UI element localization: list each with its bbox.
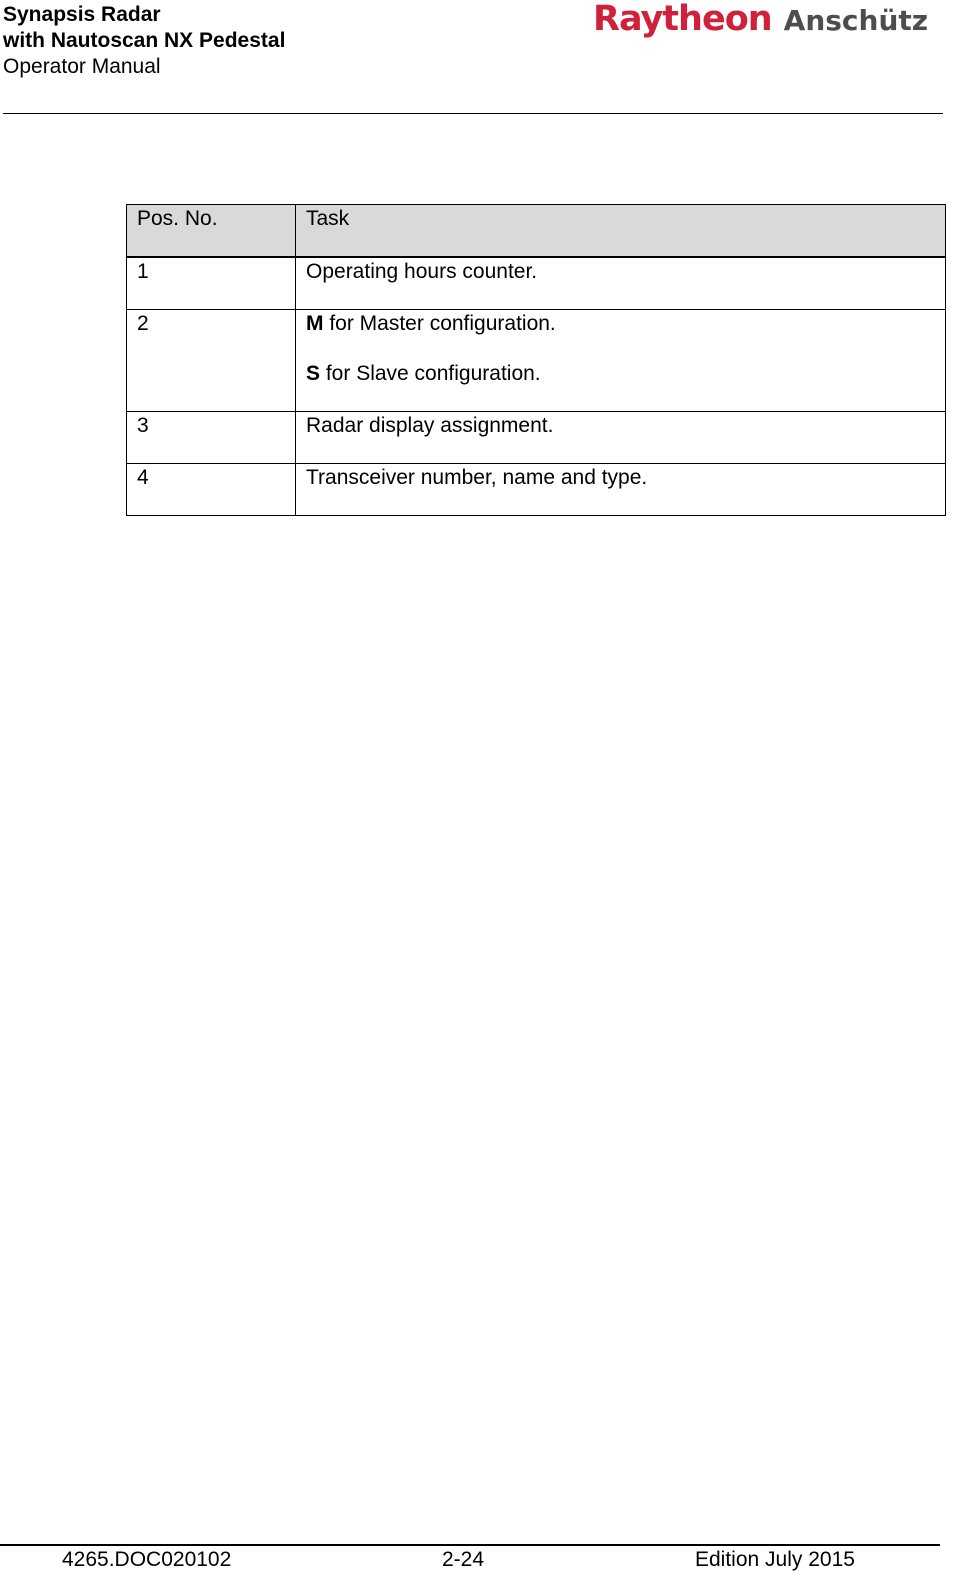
table-cell-task bbox=[296, 310, 946, 412]
page-header bbox=[3, 0, 943, 113]
logo-anschutz-text: Anschütz bbox=[783, 4, 929, 37]
task-table bbox=[126, 204, 946, 516]
header-subtitle: Operator Manual bbox=[3, 55, 161, 78]
table-row bbox=[127, 464, 946, 516]
header-divider bbox=[3, 113, 943, 114]
column-header-task: Task bbox=[296, 205, 946, 258]
table-cell-pos: 4 bbox=[127, 464, 296, 516]
table-cell-pos: 1 bbox=[127, 257, 296, 310]
footer-edition: Edition July 2015 bbox=[695, 1548, 855, 1571]
table-row bbox=[127, 412, 946, 464]
task-line-master bbox=[306, 312, 935, 336]
table-row bbox=[127, 257, 946, 310]
header-title-line1: Synapsis Radar bbox=[3, 3, 161, 26]
logo-raytheon-text: Raytheon bbox=[593, 0, 772, 39]
table-cell-task: Transceiver number, name and type. bbox=[296, 464, 946, 516]
table-cell-pos: 2 bbox=[127, 310, 296, 412]
table-cell-pos: 3 bbox=[127, 412, 296, 464]
task-line-master-text: for Master configuration. bbox=[323, 312, 556, 335]
table-row bbox=[127, 310, 946, 412]
page-footer bbox=[0, 1546, 940, 1574]
table-cell-task: Operating hours counter. bbox=[296, 257, 946, 310]
task-line-slave bbox=[306, 362, 935, 386]
table-header-row bbox=[127, 205, 946, 258]
table-cell-task: Radar display assignment. bbox=[296, 412, 946, 464]
task-line-slave-key: S bbox=[306, 362, 321, 385]
task-line-master-key: M bbox=[306, 312, 324, 335]
header-title-line2: with Nautoscan NX Pedestal bbox=[3, 29, 286, 52]
header-title-block bbox=[3, 2, 285, 80]
column-header-pos-no: Pos. No. bbox=[127, 205, 296, 258]
footer-page-number: 2-24 bbox=[442, 1548, 485, 1571]
footer-doc-number: 4265.DOC020102 bbox=[62, 1548, 232, 1571]
raytheon-anschutz-logo bbox=[593, 0, 928, 40]
task-line-slave-text: for Slave configuration. bbox=[320, 362, 541, 385]
